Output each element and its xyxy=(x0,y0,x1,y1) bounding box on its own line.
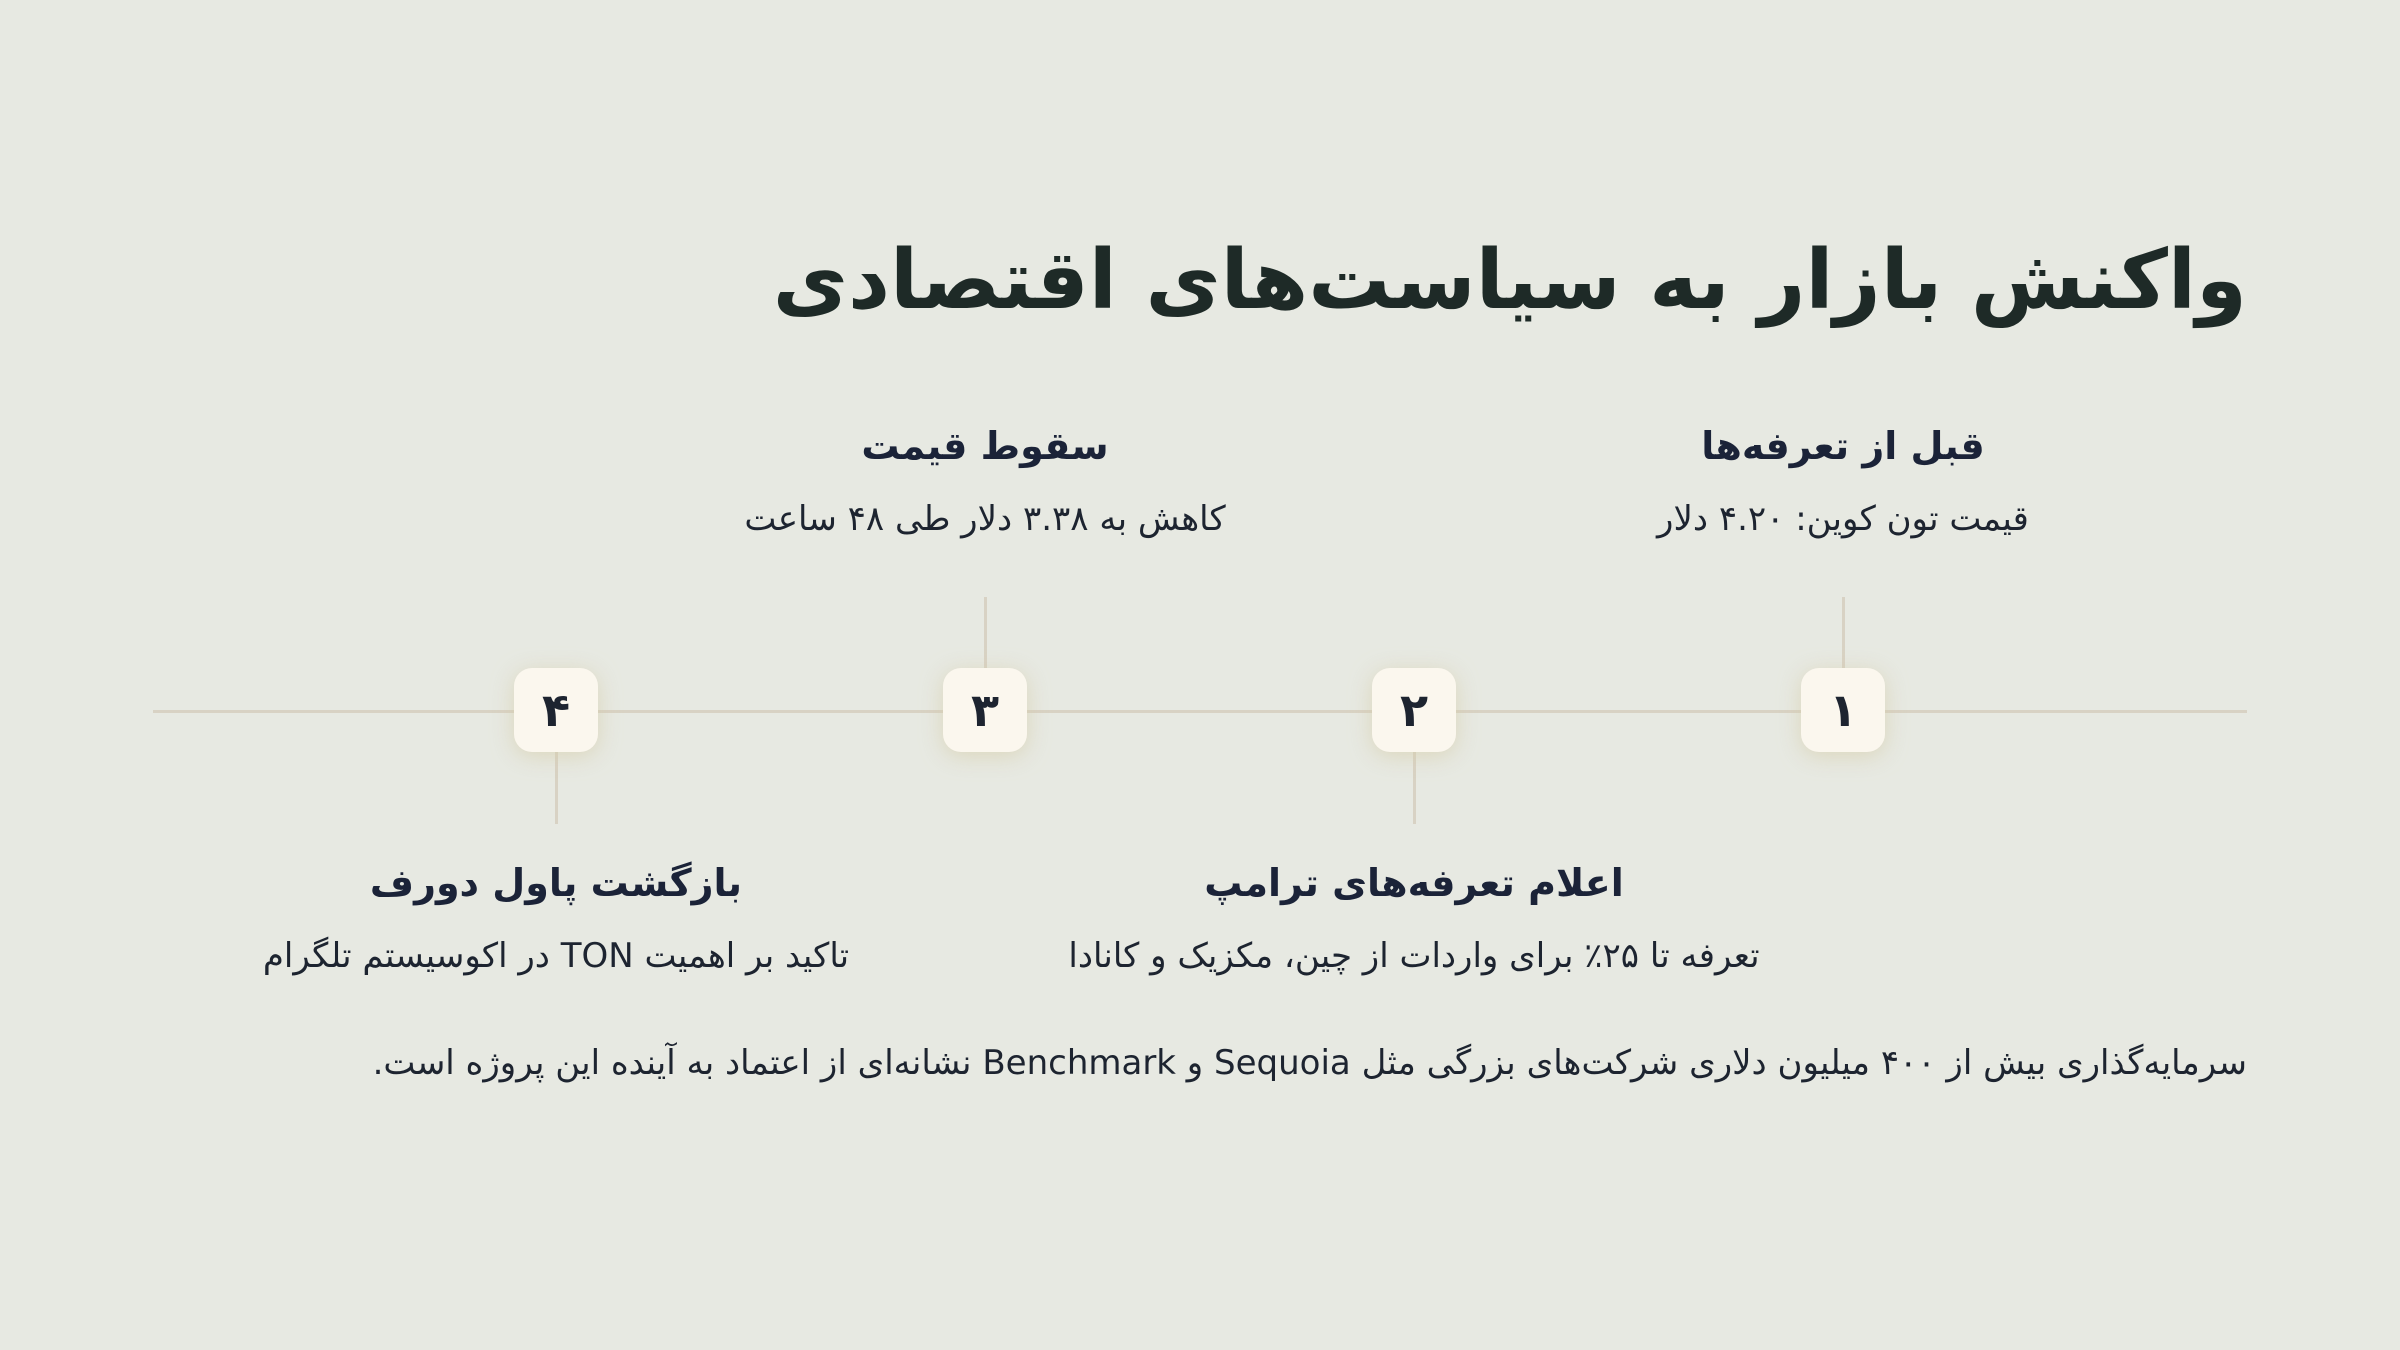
timeline-event-3 xyxy=(665,418,1305,544)
connector-4 xyxy=(555,752,558,824)
event-description: قیمت تون کوین: ۴.۲۰ دلار xyxy=(1657,499,2029,539)
footnote: سرمایه‌گذاری بیش از ۴۰۰ میلیون دلاری شرکت‌های بزرگی مثل Sequoia و Benchmark نشانه‌ای از اعتماد به آینده این پروژه است. xyxy=(372,1043,2247,1083)
timeline-event-4 xyxy=(236,855,876,981)
event-description: تاکید بر اهمیت TON در اکوسیستم تلگرام xyxy=(262,936,850,976)
slide-title: واکنش بازار به سیاست‌های اقتصادی xyxy=(772,233,2247,328)
connector-2 xyxy=(1413,752,1416,824)
connector-1 xyxy=(1842,597,1845,669)
timeline-marker-1: ۱ xyxy=(1801,668,1885,752)
timeline-marker-3: ۳ xyxy=(943,668,1027,752)
event-title: بازگشت پاول دورف xyxy=(369,861,743,905)
timeline-event-2 xyxy=(1034,855,1794,981)
event-title: سقوط قیمت xyxy=(861,424,1109,468)
timeline-marker-4: ۴ xyxy=(514,668,598,752)
event-description: تعرفه تا ۲۵٪ برای واردات از چین، مکزیک و کانادا xyxy=(1068,936,1760,976)
timeline-line xyxy=(153,710,2247,713)
event-title: قبل از تعرفه‌ها xyxy=(1701,424,1985,468)
connector-3 xyxy=(984,597,987,669)
timeline-event-1 xyxy=(1523,418,2163,544)
timeline-marker-2: ۲ xyxy=(1372,668,1456,752)
event-title: اعلام تعرفه‌های ترامپ xyxy=(1204,861,1624,905)
event-description: کاهش به ۳.۳۸ دلار طی ۴۸ ساعت xyxy=(744,499,1226,539)
